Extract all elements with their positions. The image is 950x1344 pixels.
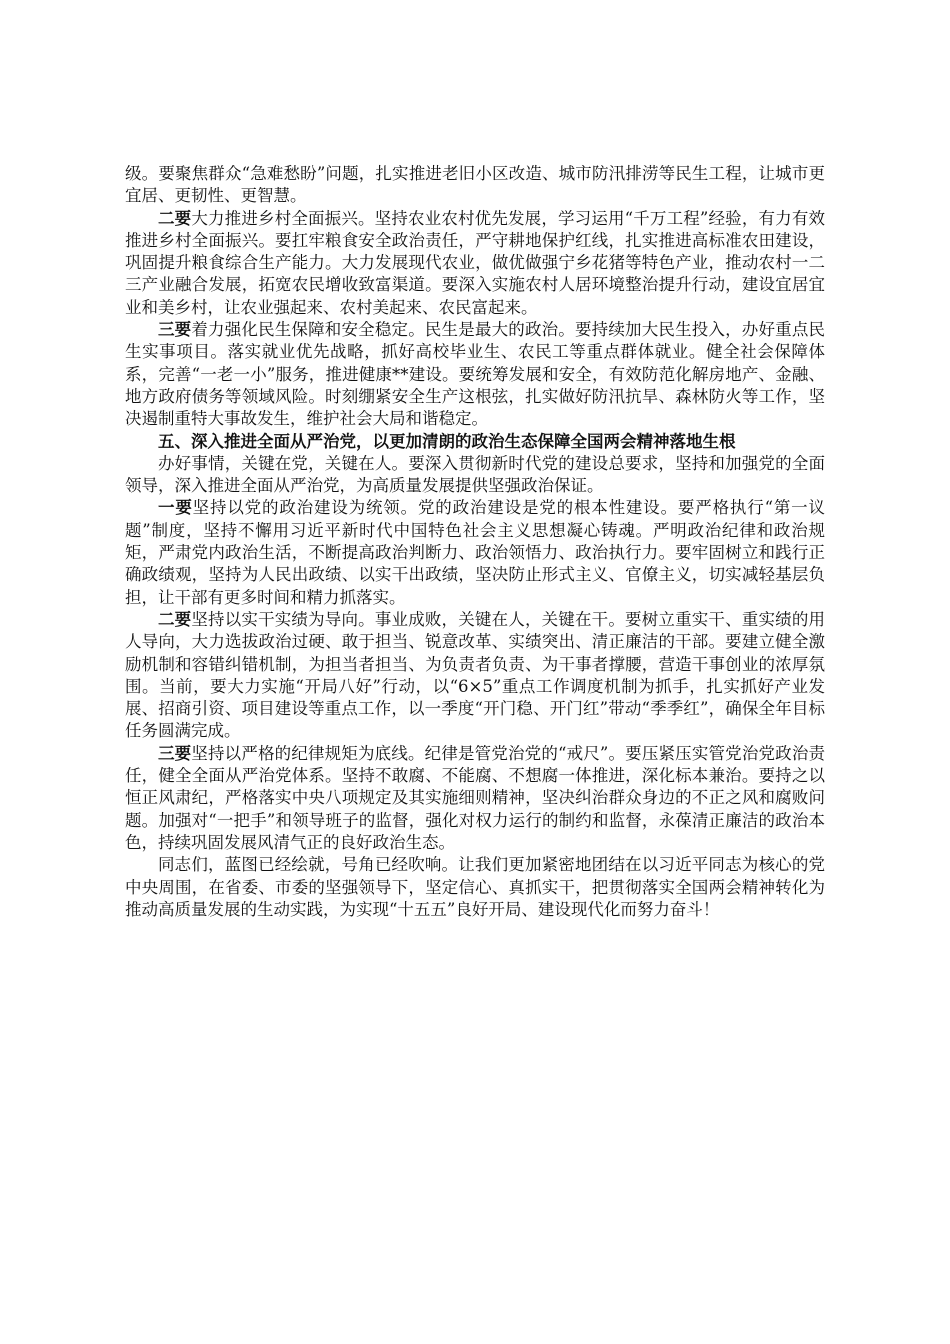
paragraph-lead: 二要 — [158, 208, 192, 228]
paragraph-text: 级。要聚焦群众“急难愁盼”问题，扎实推进老旧小区改造、城市防汛排涝等民生工程，让城市更宜居、更韧性、更智慧。 — [125, 164, 825, 206]
paragraph-lead: 三要 — [158, 320, 192, 340]
paragraph-closing — [125, 854, 825, 921]
paragraph-point-two-b — [125, 609, 825, 743]
paragraph-lead: 二要 — [158, 609, 192, 629]
paragraph-text: 坚持以严格的纪律规矩为底线。纪律是管党治党的“戒尺”。要压紧压实管党治党政治责任，健全全面从严治党体系。坚持不敢腐、不能腐、不想腐一体推进，深化标本兼治。要持之以恒正风肃纪，严格落实中央八项规定及其实施细则精神，坚决纠治群众身边的不正之风和腐败问题。加强对“一把手”和领导班子的监督，强化对权力运行的制约和监督，永葆清正廉洁的政治本色，持续巩固发展风清气正的良好政治生态。 — [125, 743, 826, 852]
paragraph-lead: 一要 — [158, 498, 193, 518]
paragraph-point-one — [125, 497, 825, 608]
document-body — [125, 163, 825, 921]
paragraph-text: 同志们，蓝图已经绘就，号角已经吹响。让我们更加紧密地团结在以习近平同志为核心的党中央周围，在省委、市委的坚强领导下，坚定信心、真抓实干，把贯彻落实全国两会精神转化为推动高质量发展的生动实践，为实现“十五五”良好开局、建设现代化而努力奋斗！ — [125, 855, 825, 919]
paragraph-point-three — [125, 319, 825, 430]
paragraph-continuation — [125, 163, 825, 208]
paragraph-text: 办好事情，关键在党，关键在人。要深入贯彻新时代党的建设总要求，坚持和加强党的全面领导，深入推进全面从严治党，为高质量发展提供坚强政治保证。 — [125, 453, 825, 496]
paragraph-text: 着力强化民生保障和安全稳定。民生是最大的政治。要持续加大民生投入，办好重点民生实事项目。落实就业优先战略，抓好高校毕业生、农民工等重点群体就业。健全社会保障体系，完善“一老一小”服务，推进健康**建设。要统筹发展和安全，有效防范化解房地产、金融、地方政府债务等领域风险。时刻绷紧安全生产这根弦，扎实做好防汛抗旱、森林防火等工作，坚决遏制重特大事故发生，维护社会大局和谐稳定。 — [125, 320, 826, 429]
paragraph-point-three-b — [125, 743, 825, 854]
paragraph-text: 大力推进乡村全面振兴。坚持农业农村优先发展，学习运用“千万工程”经验，有力有效推进乡村全面振兴。要扛牢粮食安全政治责任，严守耕地保护红线，扎实推进高标准农田建设，巩固提升粮食综合生产能力。大力发展现代农业，做优做强宁乡花猪等特色产业，推动农村一二三产业融合发展，拓宽农民增收致富渠道。要深入实施农村人居环境整治提升行动，建设宜居宜业和美乡村，让农业强起来、农村美起来、农民富起来。 — [125, 208, 826, 317]
paragraph-section-intro — [125, 453, 825, 498]
paragraph-lead: 三要 — [158, 743, 192, 763]
paragraph-text: 坚持以党的政治建设为统领。党的政治建设是党的根本性建设。要严格执行“第一议题”制度，坚持不懈用习近平新时代中国特色社会主义思想凝心铸魂。严明政治纪律和政治规矩，严肃党内政治生活，不断提高政治判断力、政治领悟力、政治执行力。要牢固树立和践行正确政绩观，坚持为人民出政绩、以实干出政绩，坚决防止形式主义、官僚主义，切实减轻基层负担，让干部有更多时间和精力抓落实。 — [125, 498, 826, 607]
paragraph-point-two — [125, 208, 825, 319]
paragraph-text: 坚持以实干实绩为导向。事业成败，关键在人，关键在干。要树立重实干、重实绩的用人导向，大力选拔政治过硬、敢于担当、锐意改革、实绩突出、清正廉洁的干部。要建立健全激励机制和容错纠错机制，为担当者担当、为负责者负责、为干事者撑腰，营造干事创业的浓厚氛围。当前，要大力实施“开局八好”行动，以“6×5”重点工作调度机制为抓手，扎实抓好产业发展、招商引资、项目建设等重点工作，以一季度“开门稳、开门红”带动“季季红”，确保全年目标任务圆满完成。 — [125, 609, 826, 741]
section-heading-five: 五、深入推进全面从严治党，以更加清朗的政治生态保障全国两会精神落地生根 — [158, 431, 736, 451]
